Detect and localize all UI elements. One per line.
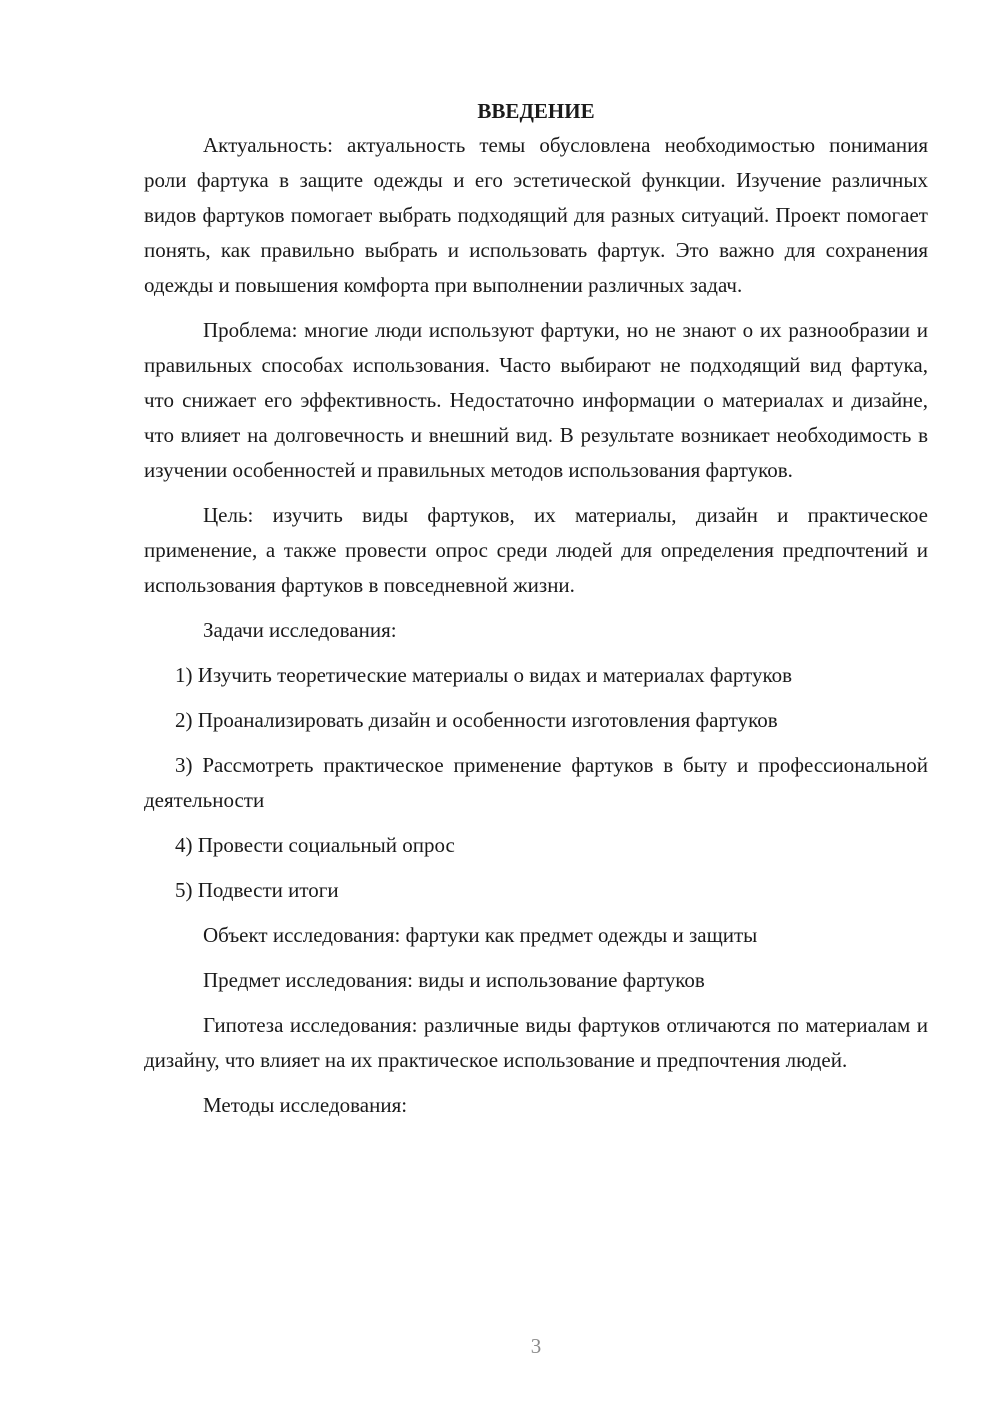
task-item-4: 4) Провести социальный опрос: [175, 833, 455, 857]
research-hypothesis: Гипотеза исследования: различные виды фартуков отличаются по материалам и дизайну, что влияет на их практическое использование и предпочтения людей.: [144, 1013, 928, 1072]
task-item-1: 1) Изучить теоретические материалы о видах и материалах фартуков: [175, 663, 793, 687]
research-object: Объект исследования: фартуки как предмет одежды и защиты: [203, 923, 758, 947]
task-item-5: 5) Подвести итоги: [175, 878, 339, 902]
paragraph-problem: Проблема: многие люди используют фартуки, но не знают о их разнообразии и правильных способах использования. Часто выбирают не подходящий вид фартука, что снижает его эффективность. Недостаточно информации о материалах и дизайне, что влияет на долговечность и внешний вид. В результате возникает необходимость в изучении особенностей и правильных методов использования фартуков.: [144, 318, 928, 482]
tasks-heading: Задачи исследования:: [203, 618, 397, 642]
section-title: ВВЕДЕНИЕ: [477, 99, 595, 123]
paragraph-relevance: Актуальность: актуальность темы обусловлена необходимостью понимания роли фартука в защите одежды и его эстетической функции. Изучение различных видов фартуков помогает выбрать подходящий для разных ситуаций. Проект помогает понять, как правильно выбрать и использовать фартук. Это важно для сохранения одежды и повышения комфорта при выполнении различных задач.: [144, 133, 928, 297]
page-number: 3: [530, 1334, 542, 1358]
research-subject: Предмет исследования: виды и использование фартуков: [203, 968, 705, 992]
task-item-2: 2) Проанализировать дизайн и особенности изготовления фартуков: [175, 708, 778, 732]
document-page: [144, 96, 928, 1133]
methods-heading: Методы исследования:: [203, 1093, 408, 1117]
paragraph-goal: Цель: изучить виды фартуков, их материалы, дизайн и практическое применение, а также провести опрос среди людей для определения предпочтений и использования фартуков в повседневной жизни.: [144, 503, 928, 597]
task-item-3: 3) Рассмотреть практическое применение фартуков в быту и профессиональной деятельности: [144, 753, 928, 812]
